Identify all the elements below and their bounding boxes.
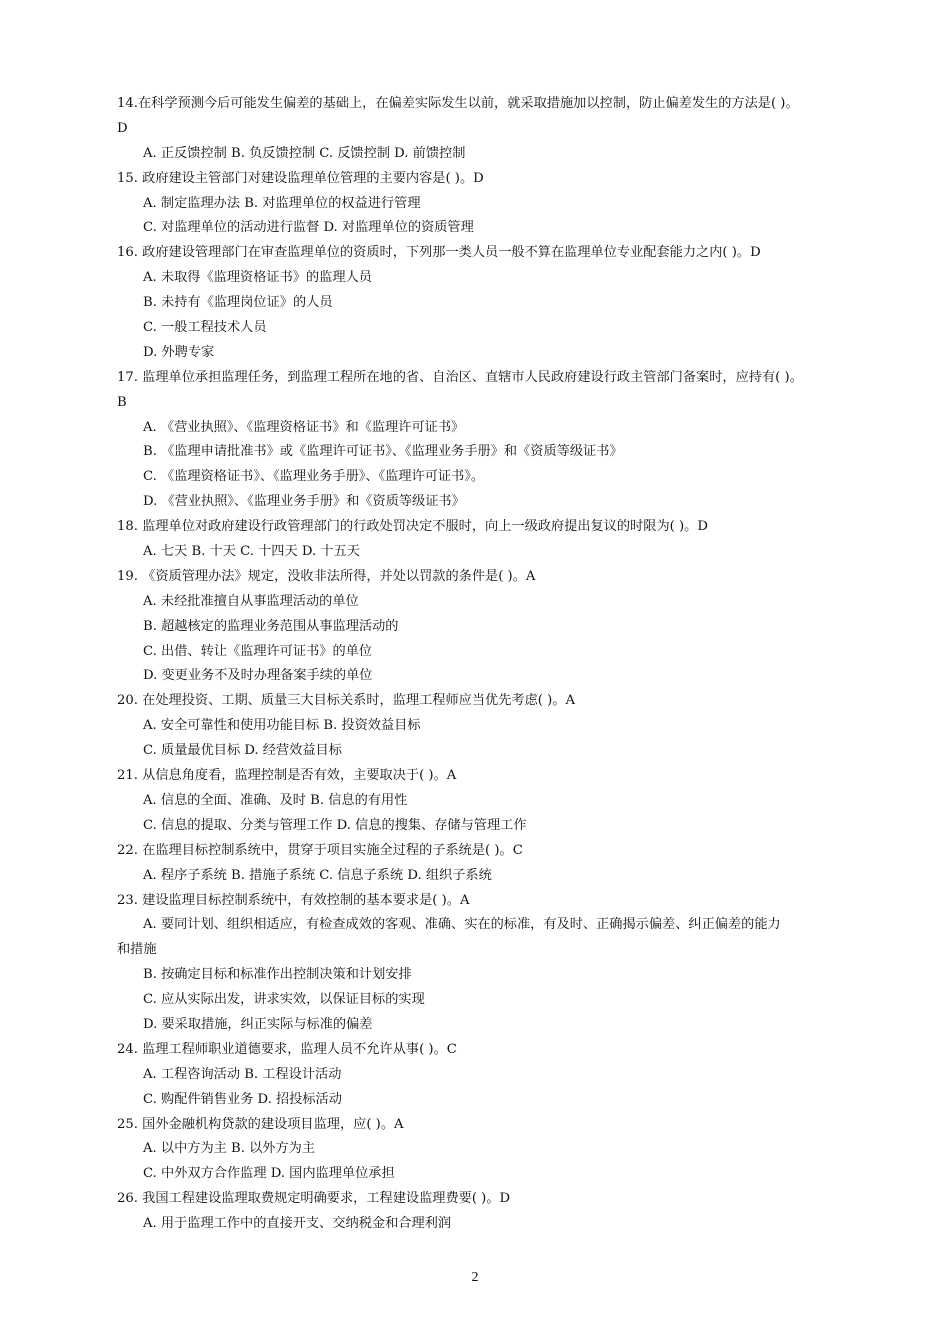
question-22-stem: 22. 在监理目标控制系统中，贯穿于项目实施全过程的子系统是( )。C [117, 842, 523, 858]
question-list [117, 92, 837, 1237]
question-16-option-c: C. 一般工程技术人员 [143, 320, 267, 336]
question-23-option-a: A. 要同计划、组织相适应，有检查成效的客观、准确、实在的标准，有及时、正确揭示偏差、纠正偏差的能力 [143, 917, 781, 933]
question-17-option-c: C. 《监理资格证书》、《监理业务手册》、《监理许可证书》。 [143, 469, 485, 485]
question-22-options: A. 程序子系统 B. 措施子系统 C. 信息子系统 D. 组织子系统 [143, 867, 492, 883]
question-19-stem: 19. 《资质管理办法》规定，没收非法所得，并处以罚款的条件是( )。A [117, 568, 536, 584]
question-15-stem: 15. 政府建设主管部门对建设监理单位管理的主要内容是( )。D [117, 170, 484, 186]
question-14-stem: 14.在科学预测今后可能发生偏差的基础上，在偏差实际发生以前，就采取措施加以控制，防止偏差发生的方法是( )。 [117, 96, 799, 111]
question-20-options-1: A. 安全可靠性和使用功能目标 B. 投资效益目标 [143, 718, 421, 734]
question-23-option-a-cont: 和措施 [117, 942, 157, 958]
question-26-option-a: A. 用于监理工作中的直接开支、交纳税金和合理利润 [143, 1216, 452, 1232]
question-17-option-a: A. 《营业执照》、《监理资格证书》和《监理许可证书》 [143, 419, 465, 435]
question-21-stem: 21. 从信息角度看，监理控制是否有效，主要取决于( )。A [117, 768, 457, 784]
question-14-answer-cont: D [117, 120, 128, 136]
question-18-stem: 18. 监理单位对政府建设行政管理部门的行政处罚决定不服时，向上一级政府提出复议的时限为( )。D [117, 519, 708, 535]
question-17-option-d: D. 《营业执照》、《监理业务手册》和《资质等级证书》 [143, 494, 465, 510]
question-24-stem: 24. 监理工程师职业道德要求，监理人员不允许从事( )。C [117, 1041, 457, 1057]
question-23-option-c: C. 应从实际出发，讲求实效，以保证目标的实现 [143, 992, 425, 1008]
question-16-option-d: D. 外聘专家 [143, 344, 215, 360]
question-25-options-2: C. 中外双方合作监理 D. 国内监理单位承担 [143, 1166, 395, 1182]
question-19-option-c: C. 出借、转让《监理许可证书》的单位 [143, 643, 373, 659]
question-23-stem: 23. 建设监理目标控制系统中，有效控制的基本要求是( )。A [117, 892, 470, 908]
question-17-answer-cont: B [117, 394, 127, 410]
question-14-options: A. 正反馈控制 B. 负反馈控制 C. 反馈控制 D. 前馈控制 [143, 145, 466, 161]
question-18-options: A. 七天 B. 十天 C. 十四天 D. 十五天 [143, 544, 360, 560]
question-25-stem: 25. 国外金融机构贷款的建设项目监理，应( )。A [117, 1116, 404, 1132]
question-25-options-1: A. 以中方为主 B. 以外方为主 [143, 1141, 316, 1157]
question-23-option-d: D. 要采取措施，纠正实际与标准的偏差 [143, 1016, 373, 1032]
question-21-options-1: A. 信息的全面、准确、及时 B. 信息的有用性 [143, 792, 408, 808]
question-20-options-2: C. 质量最优目标 D. 经营效益目标 [143, 743, 342, 759]
question-20-stem: 20. 在处理投资、工期、质量三大目标关系时，监理工程师应当优先考虑( )。A [117, 693, 575, 709]
question-21-options-2: C. 信息的提取、分类与管理工作 D. 信息的搜集、存储与管理工作 [143, 817, 527, 833]
question-16-option-a: A. 未取得《监理资格证书》的监理人员 [143, 270, 372, 286]
question-24-options-1: A. 工程咨询活动 B. 工程设计活动 [143, 1066, 342, 1082]
question-16-option-b: B. 未持有《监理岗位证》的人员 [143, 295, 333, 311]
question-17-stem: 17. 监理单位承担监理任务，到监理工程所在地的省、自治区、直辖市人民政府建设行政主管部门备案时，应持有( )。 [117, 369, 803, 385]
question-16-stem: 16. 政府建设管理部门在审查监理单位的资质时，下列那一类人员一般不算在监理单位专业配套能力之内( )。D [117, 245, 761, 261]
question-23-option-b: B. 按确定目标和标准作出控制决策和计划安排 [143, 967, 412, 983]
question-26-stem: 26. 我国工程建设监理取费规定明确要求，工程建设监理费要( )。D [117, 1191, 511, 1207]
question-17-option-b: B. 《监理申请批准书》或《监理许可证书》、《监理业务手册》和《资质等级证书》 [143, 444, 623, 460]
question-19-option-d: D. 变更业务不及时办理备案手续的单位 [143, 668, 373, 684]
question-15-options-1: A. 制定监理办法 B. 对监理单位的权益进行管理 [143, 195, 421, 211]
question-19-option-b: B. 超越核定的监理业务范围从事监理活动的 [143, 618, 399, 634]
question-24-options-2: C. 购配件销售业务 D. 招投标活动 [143, 1091, 342, 1107]
question-19-option-a: A. 未经批准擅自从事监理活动的单位 [143, 593, 359, 609]
page-number: 2 [471, 1270, 479, 1285]
question-15-options-2: C. 对监理单位的活动进行监督 D. 对监理单位的资质管理 [143, 220, 474, 236]
